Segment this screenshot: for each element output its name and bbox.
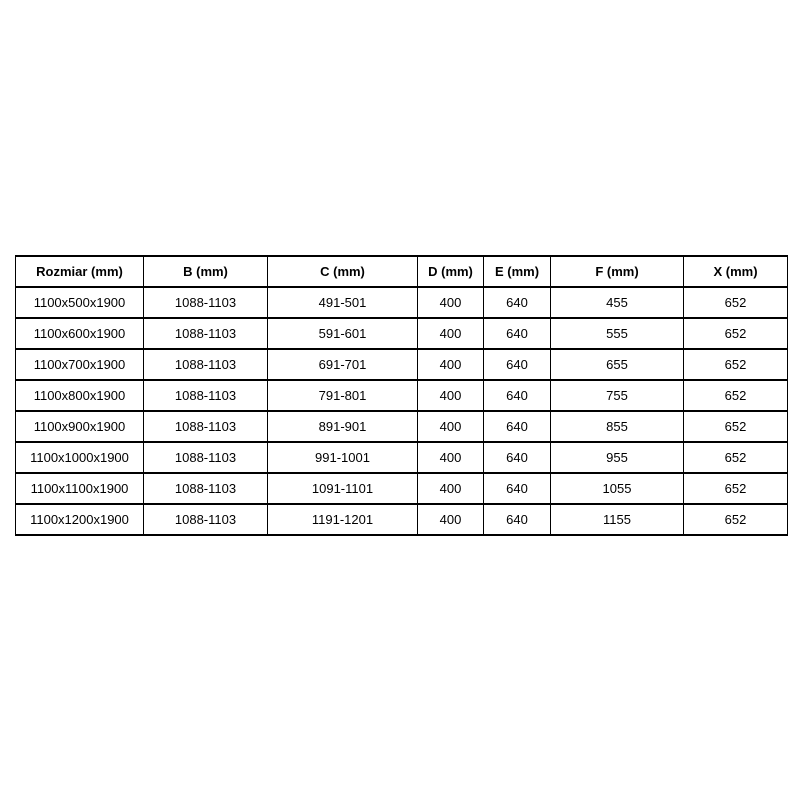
- table-cell: 400: [418, 504, 484, 535]
- table-cell: 640: [484, 349, 551, 380]
- table-cell: 1088-1103: [144, 442, 268, 473]
- column-header-e: E (mm): [484, 256, 551, 287]
- table-cell: 1191-1201: [268, 504, 418, 535]
- table-cell: 1100x1100x1900: [16, 473, 144, 504]
- table-cell: 652: [684, 411, 788, 442]
- table-cell: 491-501: [268, 287, 418, 318]
- table-cell: 400: [418, 473, 484, 504]
- table-cell: 855: [551, 411, 684, 442]
- table-cell: 1088-1103: [144, 380, 268, 411]
- table-cell: 1100x500x1900: [16, 287, 144, 318]
- table-cell: 1100x800x1900: [16, 380, 144, 411]
- column-header-c: C (mm): [268, 256, 418, 287]
- table-cell: 1088-1103: [144, 411, 268, 442]
- table-cell: 652: [684, 442, 788, 473]
- table-cell: 1091-1101: [268, 473, 418, 504]
- table-row: [16, 380, 788, 411]
- table-cell: 1100x600x1900: [16, 318, 144, 349]
- table-cell: 640: [484, 380, 551, 411]
- table-cell: 1100x700x1900: [16, 349, 144, 380]
- column-header-f: F (mm): [551, 256, 684, 287]
- table-cell: 1088-1103: [144, 349, 268, 380]
- header-row: [16, 256, 788, 287]
- table-cell: 1088-1103: [144, 504, 268, 535]
- table-cell: 652: [684, 473, 788, 504]
- column-header-b: B (mm): [144, 256, 268, 287]
- table-cell: 1088-1103: [144, 287, 268, 318]
- table-row: [16, 442, 788, 473]
- table-cell: 1055: [551, 473, 684, 504]
- table-cell: 1100x900x1900: [16, 411, 144, 442]
- table-cell: 400: [418, 442, 484, 473]
- table-cell: 955: [551, 442, 684, 473]
- table-row: [16, 318, 788, 349]
- table-cell: 891-901: [268, 411, 418, 442]
- table-row: [16, 287, 788, 318]
- table-cell: 640: [484, 411, 551, 442]
- table-cell: 455: [551, 287, 684, 318]
- table-cell: 652: [684, 318, 788, 349]
- table-cell: 640: [484, 318, 551, 349]
- table-cell: 400: [418, 349, 484, 380]
- table-row: [16, 411, 788, 442]
- table-cell: 1088-1103: [144, 473, 268, 504]
- table-cell: 640: [484, 504, 551, 535]
- table-cell: 791-801: [268, 380, 418, 411]
- dimensions-table: [15, 255, 788, 536]
- table-cell: 991-1001: [268, 442, 418, 473]
- table-cell: 400: [418, 318, 484, 349]
- table-cell: 1088-1103: [144, 318, 268, 349]
- table-cell: 1155: [551, 504, 684, 535]
- table-cell: 1100x1000x1900: [16, 442, 144, 473]
- table-cell: 652: [684, 380, 788, 411]
- table-cell: 652: [684, 287, 788, 318]
- column-header-x: X (mm): [684, 256, 788, 287]
- table-cell: 640: [484, 473, 551, 504]
- table-cell: 640: [484, 442, 551, 473]
- table-cell: 555: [551, 318, 684, 349]
- table-cell: 652: [684, 504, 788, 535]
- table-cell: 400: [418, 380, 484, 411]
- table-cell: 652: [684, 349, 788, 380]
- column-header-d: D (mm): [418, 256, 484, 287]
- table-row: [16, 504, 788, 535]
- table-cell: 755: [551, 380, 684, 411]
- table-cell: 591-601: [268, 318, 418, 349]
- table-cell: 400: [418, 411, 484, 442]
- table-cell: 655: [551, 349, 684, 380]
- table-cell: 691-701: [268, 349, 418, 380]
- table-cell: 400: [418, 287, 484, 318]
- table-cell: 1100x1200x1900: [16, 504, 144, 535]
- table-row: [16, 473, 788, 504]
- table-cell: 640: [484, 287, 551, 318]
- table-row: [16, 349, 788, 380]
- column-header-rozmiar: Rozmiar (mm): [16, 256, 144, 287]
